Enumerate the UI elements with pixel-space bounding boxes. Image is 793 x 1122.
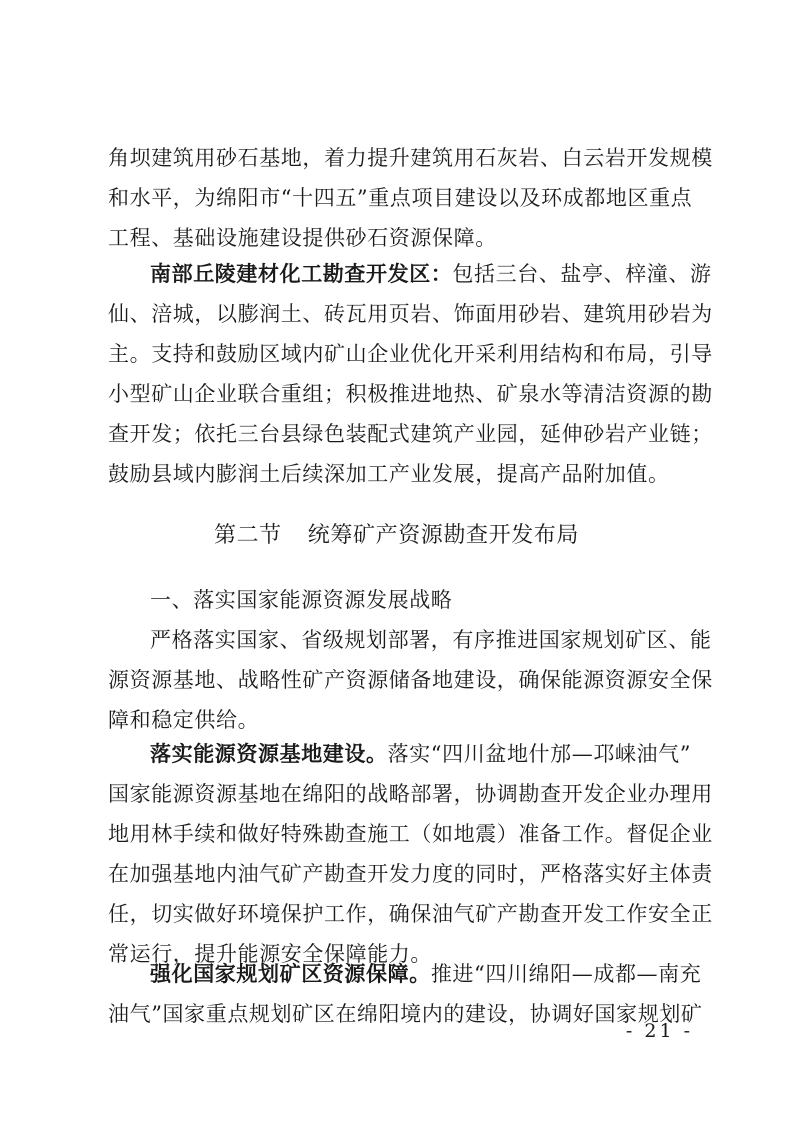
paragraph-southern-zone	[108, 254, 713, 494]
paragraph-text: 落实“四川盆地什邡—邛崃油气”	[387, 742, 692, 766]
paragraph-lead: 落实能源资源基地建设。	[150, 742, 388, 766]
page-number: - 21 -	[625, 1020, 693, 1042]
subheading: 一、落实国家能源资源发展战略	[150, 588, 453, 612]
text-line	[108, 954, 702, 994]
paragraph-planning-area	[108, 954, 703, 1034]
paragraph-strategy	[108, 620, 713, 740]
text-line: 严格落实国家、省级规划部署，有序推进国家规划矿区、能	[150, 628, 712, 652]
paragraph-continuation	[108, 138, 713, 258]
section-heading: 统筹矿产资源勘查开发布局	[307, 523, 579, 548]
text-line	[108, 254, 712, 294]
text-line: 和水平，为绵阳市“十四五”重点项目建设以及环成都地区重点	[108, 186, 693, 210]
text-line: 查开发；依托三台县绿色装配式建筑产业园，延伸砂岩产业链；	[108, 422, 713, 446]
text-line: 主。支持和鼓励区域内矿山企业优化开采利用结构和布局，引导	[108, 342, 713, 366]
text-line: 油气”国家重点规划矿区在绵阳境内的建设，协调好国家规划矿	[108, 1002, 703, 1026]
text-line: 小型矿山企业联合重组；积极推进地热、矿泉水等清洁资源的勘	[108, 382, 713, 406]
text-line: 地用林手续和做好特殊勘查施工（如地震）准备工作。督促企业	[108, 822, 713, 846]
paragraph-lead: 强化国家规划矿区资源保障。	[150, 962, 431, 986]
text-line: 角坝建筑用砂石基地，着力提升建筑用石灰岩、白云岩开发规模	[108, 146, 713, 170]
text-line: 障和稳定供给。	[108, 708, 260, 732]
text-line: 在加强基地内油气矿产勘查开发力度的同时，严格落实好主体责	[108, 862, 713, 886]
section-number: 第二节	[213, 523, 282, 548]
text-line: 国家能源资源基地在绵阳的战略部署，协调勘查开发企业办理用	[108, 782, 713, 806]
text-line	[108, 734, 694, 774]
text-line: 任，切实做好环境保护工作，确保油气矿产勘查开发工作安全正	[108, 902, 713, 926]
paragraph-text: 推进“四川绵阳—成都—南充	[430, 962, 702, 986]
text-line: 源资源基地、战略性矿产资源储备地建设，确保能源资源安全保	[108, 668, 713, 692]
paragraph-lead: 南部丘陵建材化工勘查开发区：	[150, 262, 453, 286]
text-line: 鼓励县域内膨润土后续深加工产业发展，提高产品附加值。	[108, 462, 670, 486]
text-line: 常运行，提升能源安全保障能力。	[108, 942, 432, 966]
paragraph-text: 包括三台、盐亭、梓潼、游	[452, 262, 712, 286]
text-line: 仙、涪城，以膨润土、砖瓦用页岩、饰面用砂岩、建筑用砂岩为	[108, 302, 713, 326]
text-line: 工程、基础设施建设提供砂石资源保障。	[108, 226, 497, 250]
section-title	[0, 518, 793, 549]
